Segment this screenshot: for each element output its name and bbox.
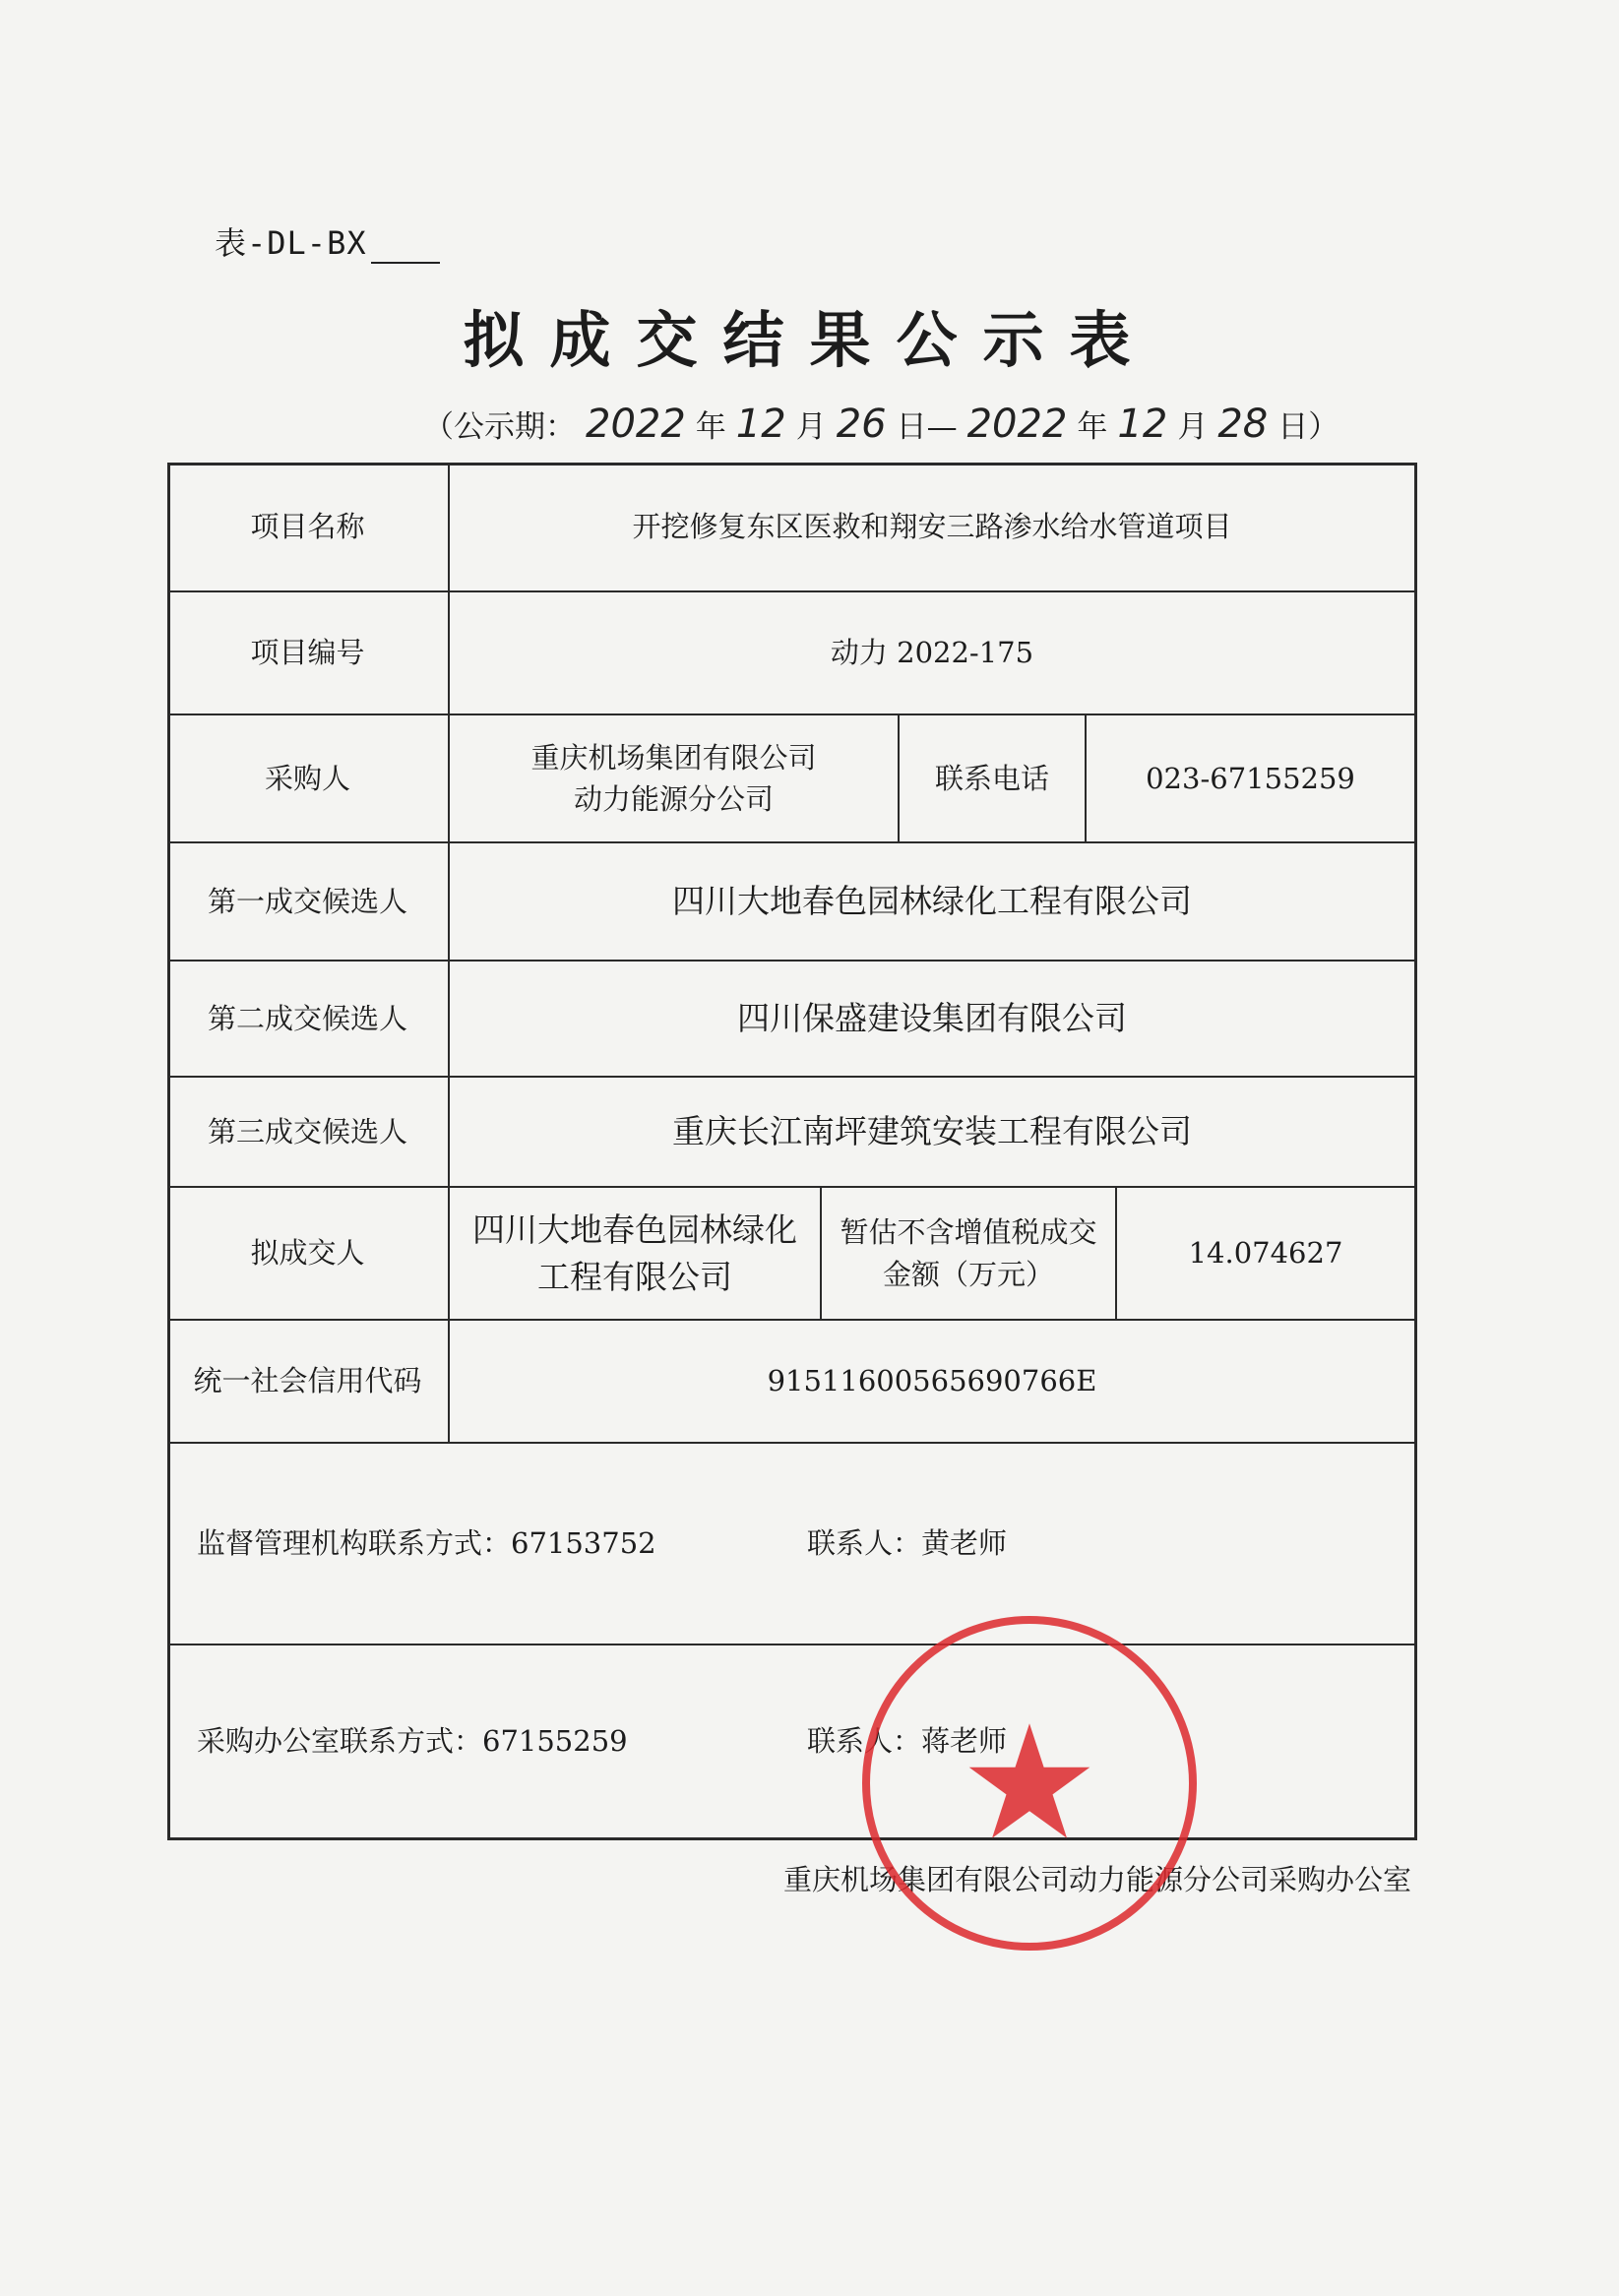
start-month: 12 [735,402,786,447]
issuer: 重庆机场集团有限公司动力能源分公司采购办公室 [783,1863,1412,1896]
day-close: 日） [1277,409,1339,445]
table-border-right [1414,463,1417,1840]
official-seal [862,1616,1197,1951]
project-name-label: 项目名称 [250,509,365,543]
seal-star-icon: ★ [959,1691,1100,1875]
end-year: 2022 [966,402,1068,447]
project-no-label: 项目编号 [250,636,365,670]
winner-label: 拟成交人 [250,1236,365,1271]
form-code [215,218,440,264]
start-year: 2022 [586,402,686,447]
purchaser-line2: 动力能源分公司 [573,782,774,816]
credit-code-label: 统一社会信用代码 [193,1364,422,1398]
candidate3-label: 第三成交候选人 [207,1114,407,1148]
phone-label: 联系电话 [934,761,1049,795]
amount-label [822,1188,1115,1319]
amount-label-line2: 金额（万元） [882,1257,1054,1291]
office-contact: 采购办公室联系方式：67155259 [197,1724,628,1759]
purchaser [450,715,898,841]
office-person: 联系人：蒋老师 [807,1724,1008,1759]
project-name: 开挖修复东区医救和翔安三路渗水给水管道项目 [632,509,1232,543]
candidate2-label: 第二成交候选人 [207,1001,407,1035]
table-border-bottom [167,1837,1417,1840]
candidate2: 四川保盛建设集团有限公司 [737,999,1127,1038]
start-day: 26 [836,402,887,447]
form-code-blank [371,236,440,264]
supervision-contact: 监督管理机构联系方式：67153752 [197,1526,656,1561]
candidate3: 重庆长江南坪建筑安装工程有限公司 [672,1112,1192,1151]
phone: 023-67155259 [1146,761,1355,795]
day-dash: 日— [896,409,958,445]
year-label-2: 年 [1077,409,1108,445]
supervision-person: 联系人：黄老师 [807,1526,1008,1561]
candidate1-label: 第一成交候选人 [207,884,407,918]
purchaser-line1: 重庆机场集团有限公司 [530,740,817,775]
publicity-period [423,402,1339,447]
page-title: 拟成交结果公示表 [463,304,1156,376]
amount: 14.074627 [1188,1236,1343,1271]
form-code-text: 表-DL-BX [215,224,367,262]
year-label: 年 [695,409,726,445]
candidate1: 四川大地春色园林绿化工程有限公司 [672,882,1192,921]
credit-code: 91511600565690766E [767,1364,1097,1398]
winner-line2: 工程有限公司 [537,1257,732,1296]
purchaser-label: 采购人 [264,761,350,795]
end-month: 12 [1117,402,1168,447]
project-no: 动力 2022-175 [830,636,1034,670]
month-label: 月 [795,409,827,445]
winner [450,1188,820,1319]
end-day: 28 [1217,402,1269,447]
amount-label-line1: 暂估不含增值税成交 [840,1215,1097,1250]
result-table [167,463,1417,1840]
month-label-2: 月 [1177,409,1209,445]
period-prefix: （公示期： [423,409,576,445]
winner-line1: 四川大地春色园林绿化 [472,1210,797,1249]
